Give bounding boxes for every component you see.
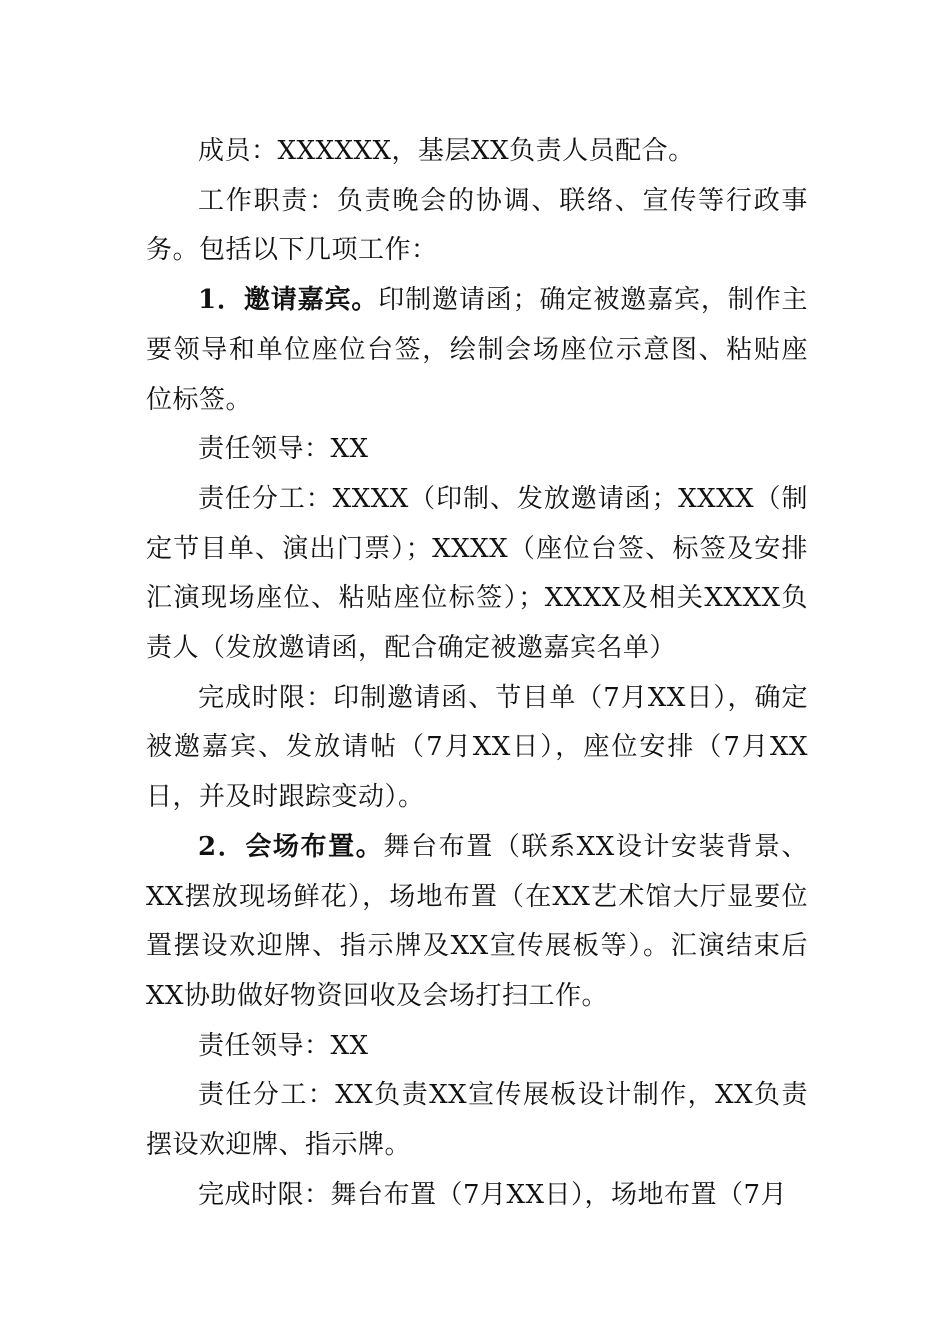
- section-invite-guests: [146, 276, 808, 425]
- venue-division-of-work: 责任分工：XX负责XX宣传展板设计制作，XX负责摆设欢迎牌、指示牌。: [146, 1080, 808, 1161]
- document-body: [146, 127, 808, 1220]
- venue-responsible-leader: 责任领导：XX: [198, 1030, 369, 1061]
- section-venue-setup: [146, 823, 808, 1022]
- duties-paragraph: 工作职责：负责晚会的协调、联络、宣传等行政事务。包括以下几项工作：: [146, 185, 808, 266]
- venue-deadline: 完成时限：舞台布置（7月XX日），场地布置（7月: [198, 1179, 788, 1210]
- section-invite-guests-body: 印制邀请函；确定被邀嘉宾，制作主要领导和单位座位台签，绘制会场座位示意图、粘贴座位标签。: [146, 285, 808, 415]
- section-venue-setup-body: 舞台布置（联系XX设计安装背景、XX摆放现场鲜花），场地布置（在XX艺术馆大厅显要位置摆设欢迎牌、指示牌及XX宣传展板等）。汇演结束后XX协助做好物资回收及会场打扫工作。: [146, 831, 808, 1011]
- section-invite-guests-heading: 1．邀请嘉宾。: [198, 285, 379, 316]
- invite-division-of-work: 责任分工：XXXX（印制、发放邀请函；XXXX（制定节目单、演出门票）；XXXX（座位台签、标签及安排汇演现场座位、粘贴座位标签）；XXXX及相关XXXX负责人（发放邀请函，配合确定被邀嘉宾名单）: [146, 483, 808, 664]
- invite-responsible-leader: 责任领导：XX: [198, 434, 369, 465]
- section-venue-setup-heading: 2．会场布置。: [198, 831, 384, 862]
- members-paragraph: 成员：XXXXXX，基层XX负责人员配合。: [198, 136, 695, 166]
- invite-deadline: 完成时限：印制邀请函、节目单（7月XX日），确定被邀嘉宾、发放请帖（7月XX日），座位安排（7月XX日，并及时跟踪变动）。: [146, 682, 808, 813]
